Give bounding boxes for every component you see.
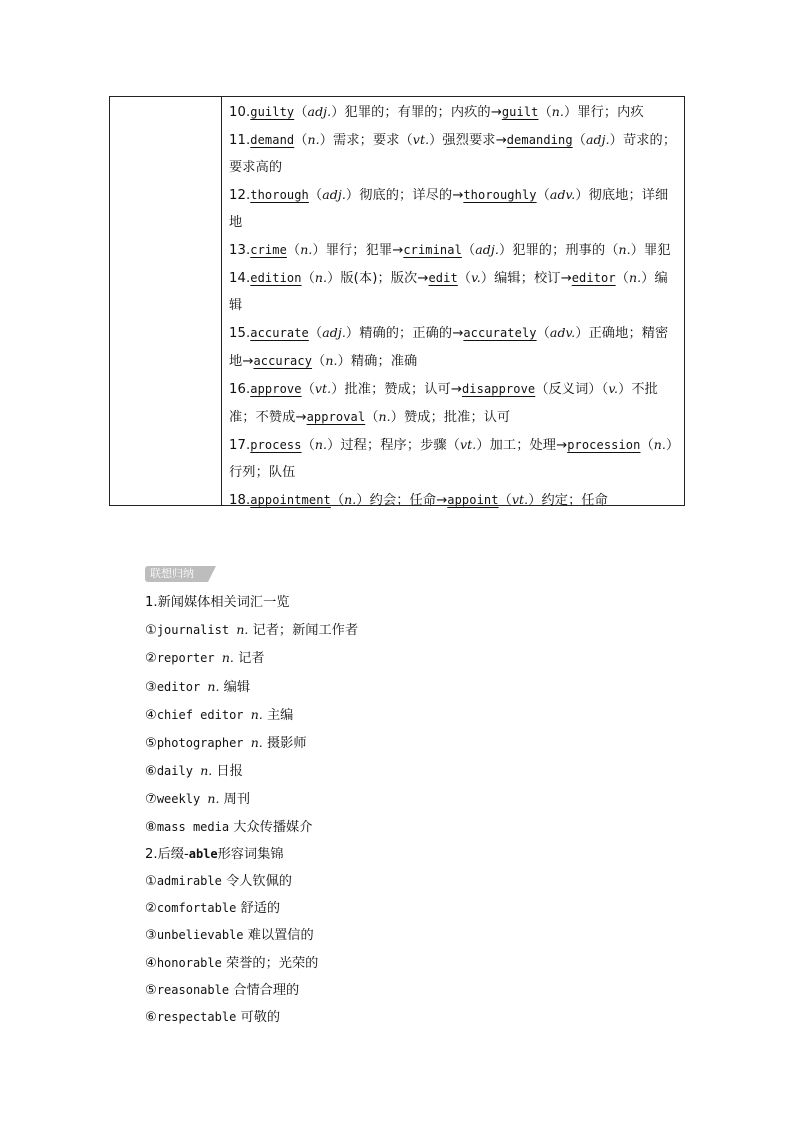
line-text: ⑤ — [145, 736, 157, 752]
part-of-speech: n. — [307, 132, 320, 147]
part-of-speech: n. — [207, 678, 220, 694]
english-term: chief editor — [156, 707, 251, 722]
line-text: ③ — [145, 679, 157, 695]
entry-text: （ — [286, 243, 301, 258]
summary-line — [145, 589, 705, 616]
part-of-speech: n. — [325, 353, 338, 368]
vocab-word: edit — [428, 271, 458, 285]
summary-line — [145, 814, 705, 841]
table-left-column — [110, 97, 222, 505]
vocab-word: criminal — [403, 243, 462, 257]
part-of-speech: n. — [250, 706, 263, 722]
summary-line — [145, 673, 705, 701]
line-text: 主编 — [262, 707, 294, 723]
entry-text: 11. — [229, 133, 251, 148]
entry-text: （ — [572, 133, 586, 148]
vocab-word: appoint — [447, 493, 499, 507]
line-text: 日报 — [212, 764, 243, 780]
summary-line — [145, 950, 705, 977]
vocab-word: accuracy — [253, 354, 313, 368]
vocab-word: editor — [571, 271, 616, 285]
vocab-word: thorough — [250, 188, 309, 202]
section-tag: 联想归纳 — [145, 566, 208, 582]
part-of-speech: n. — [344, 492, 357, 507]
line-text: 大众传播媒介 — [229, 819, 313, 835]
line-text: 记者 — [233, 651, 265, 667]
entry-text: ）编辑；校订→ — [480, 271, 572, 286]
entry-text: （ — [301, 271, 315, 286]
english-term: journalist — [156, 623, 237, 638]
line-text: 形容词集锦 — [217, 846, 284, 862]
vocab-entry — [229, 126, 678, 181]
line-text: 合情合理的 — [229, 982, 300, 998]
entry-text: （ — [294, 133, 308, 148]
entry-text: ）需求；要求（ — [319, 133, 413, 148]
part-of-speech: vt. — [511, 492, 529, 507]
entry-text: （ — [640, 438, 654, 453]
part-of-speech: n. — [551, 104, 565, 119]
line-text: 摄影师 — [262, 736, 307, 752]
line-text: 编辑 — [219, 679, 251, 695]
part-of-speech: vt. — [459, 437, 477, 452]
vocab-word: demanding — [506, 133, 573, 147]
vocabulary-table — [109, 96, 685, 506]
entry-text: ）约会；任命→ — [356, 493, 448, 508]
english-term: mass media — [156, 819, 230, 834]
vocab-word: accurate — [250, 326, 309, 340]
entry-text: （ — [536, 188, 550, 203]
vocab-word: approval — [306, 410, 366, 424]
entry-text: （ — [536, 326, 550, 341]
vocab-word: guilty — [250, 105, 295, 119]
part-of-speech: n. — [314, 270, 328, 285]
part-of-speech: n. — [250, 735, 263, 751]
vocab-word: edition — [250, 271, 302, 285]
entry-text: ）编辑 — [229, 271, 668, 313]
vocab-entry — [229, 98, 678, 126]
part-of-speech: adj. — [322, 325, 346, 340]
entry-text: ）罪行；内疚 — [564, 105, 644, 120]
english-term: honorable — [156, 955, 222, 970]
entry-text: ）彻底地；详细地 — [229, 188, 669, 230]
part-of-speech: n. — [221, 650, 234, 666]
vocab-entry — [229, 486, 678, 514]
summary-line — [145, 729, 705, 757]
entry-text: 16. — [229, 382, 251, 397]
vocab-entry — [229, 181, 678, 236]
vocab-word: appointment — [250, 493, 331, 507]
summary-line — [145, 644, 705, 672]
entry-text: （ — [312, 354, 326, 369]
part-of-speech: n. — [300, 242, 313, 257]
line-text: 可敬的 — [236, 1010, 281, 1026]
entry-text: ）正确地；精密地→ — [229, 326, 669, 369]
entry-text: （ — [301, 382, 315, 397]
summary-line — [145, 701, 705, 729]
part-of-speech: v. — [471, 270, 481, 285]
part-of-speech: n. — [236, 622, 249, 638]
entry-text: （ — [498, 493, 512, 508]
vocab-entry — [229, 319, 678, 375]
english-term: editor — [156, 679, 208, 694]
vocab-entry — [229, 264, 678, 319]
english-term: reasonable — [156, 982, 230, 997]
summary-line — [145, 841, 705, 868]
part-of-speech: n. — [314, 437, 328, 452]
entry-text: ）彻底的；详尽的→ — [345, 188, 464, 203]
entry-text: （ — [294, 105, 308, 120]
line-text: ③ — [145, 928, 157, 944]
entry-text: （ — [461, 243, 476, 258]
entry-text: （ — [538, 105, 552, 120]
summary-lines — [145, 589, 705, 1031]
entry-text: 13. — [229, 243, 251, 258]
part-of-speech: adv. — [549, 325, 576, 340]
entry-text: （ — [308, 326, 323, 341]
part-of-speech: adj. — [307, 104, 332, 119]
part-of-speech: n. — [200, 763, 213, 779]
line-text: ② — [145, 651, 157, 667]
summary-line — [145, 1004, 705, 1031]
entry-text: 10. — [229, 105, 251, 120]
entry-text: ）赞成；批准；认可 — [390, 410, 511, 425]
line-text: 令人钦佩的 — [221, 874, 292, 890]
vocab-entry — [229, 236, 678, 264]
vocab-word: thoroughly — [463, 188, 537, 202]
vocab-word: process — [250, 438, 302, 452]
part-of-speech: vt. — [314, 381, 332, 396]
line-text: ① — [145, 623, 157, 639]
entry-text: ）不批准；不赞成→ — [229, 382, 658, 425]
english-term: respectable — [156, 1010, 237, 1025]
entry-text: ）行列；队伍 — [229, 438, 673, 480]
english-term: photographer — [156, 736, 251, 751]
entry-text: ）强烈要求→ — [429, 133, 507, 148]
line-text: ⑥ — [145, 1010, 157, 1026]
entry-text: ）约定；任命 — [528, 493, 608, 508]
vocab-word: procession — [567, 438, 641, 452]
vocab-word: approve — [250, 382, 302, 396]
entry-text: ）过程；程序；步骤（ — [327, 438, 460, 453]
line-text: ④ — [145, 955, 157, 971]
entry-text: ）罪犯 — [630, 243, 671, 258]
association-summary-section — [145, 562, 705, 1031]
summary-line — [145, 757, 705, 785]
entry-text: ）加工；处理→ — [476, 438, 568, 453]
entry-text: （ — [330, 493, 345, 508]
english-term: reporter — [156, 651, 222, 666]
summary-line — [145, 616, 705, 644]
part-of-speech: adj. — [322, 187, 346, 202]
line-text: 周刊 — [219, 792, 251, 808]
entry-text: ）罪行；犯罪→ — [312, 243, 404, 258]
part-of-speech: n. — [653, 437, 666, 452]
english-term: weekly — [156, 792, 208, 807]
entry-text: 17. — [229, 438, 251, 453]
english-term: admirable — [156, 874, 222, 889]
english-term: unbelievable — [156, 928, 244, 943]
english-term: daily — [156, 764, 201, 779]
entry-text: 15. — [229, 326, 251, 341]
line-text: ④ — [145, 707, 157, 723]
entry-text: ）犯罪的；刑事的（ — [498, 243, 619, 258]
line-text: 舒适的 — [236, 901, 281, 917]
part-of-speech: n. — [378, 409, 391, 424]
entry-text: ）犯罪的；有罪的；内疚的→ — [331, 105, 502, 120]
entry-text: （ — [308, 188, 323, 203]
summary-line — [145, 868, 705, 895]
part-of-speech: n. — [618, 242, 631, 257]
summary-line — [145, 785, 705, 813]
entry-text: ）版(本)；版次→ — [327, 271, 429, 286]
vocab-word: accurately — [463, 326, 537, 340]
vocab-entry — [229, 375, 678, 431]
line-text: ② — [145, 901, 157, 917]
entry-text: ）批准；赞成；认可→ — [331, 382, 462, 397]
entry-text: 18. — [229, 493, 251, 508]
line-text: ⑧ — [145, 819, 157, 835]
entry-text: （反义词）（ — [535, 382, 609, 397]
entry-text: （ — [457, 271, 472, 286]
entry-text: （ — [301, 438, 315, 453]
line-text: ⑤ — [145, 982, 157, 998]
part-of-speech: n. — [628, 270, 642, 285]
line-text: 1.新闻媒体相关词汇一览 — [145, 595, 290, 610]
vocab-word: guilt — [501, 105, 539, 119]
line-text: 2.后缀- — [145, 846, 189, 862]
entry-text: 14. — [229, 271, 251, 286]
line-text: 难以置信的 — [243, 928, 314, 944]
summary-line — [145, 922, 705, 949]
entry-text: ）苛求的；要求高的 — [229, 133, 677, 175]
entry-text: （ — [615, 271, 629, 286]
vocab-word: disapprove — [461, 382, 536, 396]
entry-text: ）精确的；正确的→ — [345, 326, 464, 341]
part-of-speech: n. — [207, 791, 220, 807]
english-term: comfortable — [156, 901, 237, 916]
line-text: 荣誉的；光荣的 — [221, 955, 319, 971]
entry-text: 12. — [229, 188, 251, 203]
part-of-speech: v. — [608, 381, 619, 396]
vocab-word: crime — [250, 243, 287, 257]
suffix-term: able — [188, 846, 218, 861]
vocabulary-entries — [222, 97, 684, 508]
summary-line — [145, 895, 705, 922]
line-text: ⑦ — [145, 792, 157, 808]
summary-line — [145, 977, 705, 1004]
line-text: ⑥ — [145, 764, 157, 780]
part-of-speech: adv. — [549, 187, 576, 202]
vocab-word: demand — [250, 133, 295, 147]
entry-text: （ — [365, 410, 379, 425]
part-of-speech: vt. — [412, 132, 430, 147]
vocab-entry — [229, 431, 678, 486]
line-text: 记者；新闻工作者 — [248, 623, 359, 639]
part-of-speech: adj. — [475, 242, 499, 257]
line-text: ① — [145, 874, 157, 890]
part-of-speech: adj. — [585, 132, 610, 147]
entry-text: ）精确；准确 — [337, 354, 418, 369]
